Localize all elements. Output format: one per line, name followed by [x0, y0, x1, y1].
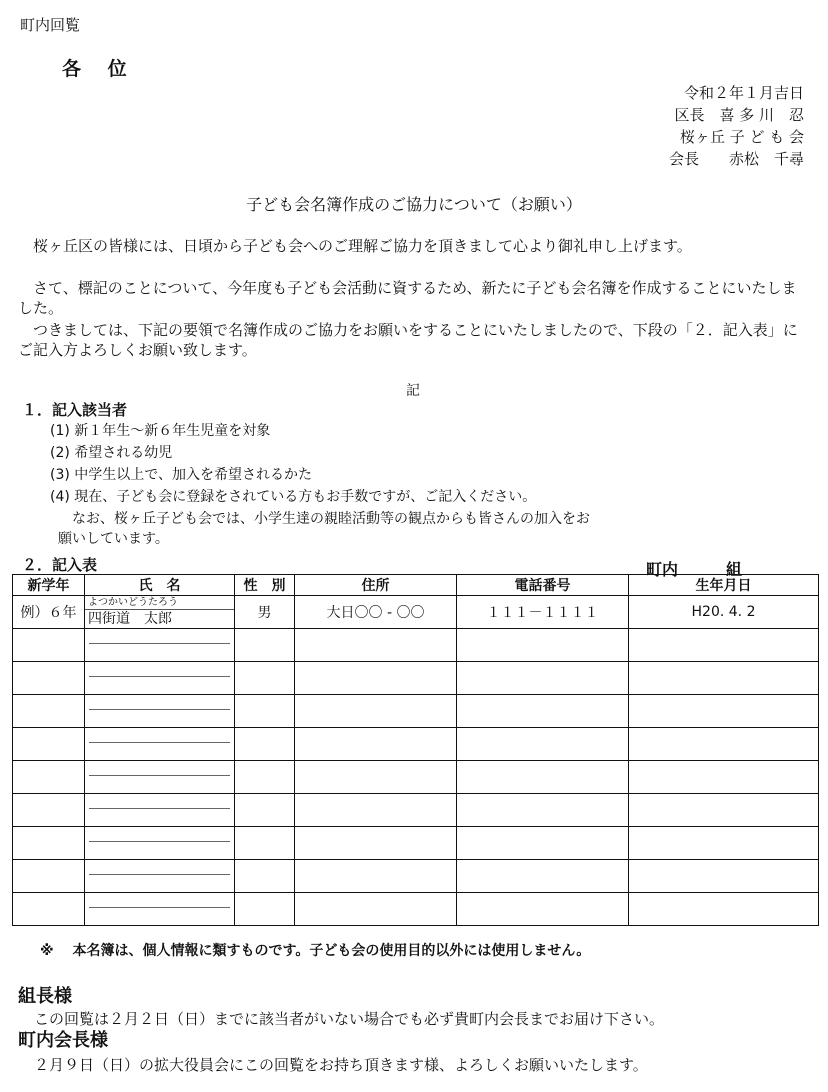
- example-gender: 男: [235, 596, 295, 629]
- sender-chairperson: 会長 赤松 千尋: [668, 150, 804, 168]
- chonaikaicho-instruction: ２月９日（日）の拡大役員会にこの回覧をお持ち頂きます様、よろしくお願いいたします。: [34, 1056, 648, 1074]
- example-birthdate: H20. 4. 2: [629, 596, 819, 629]
- birthdate-cell[interactable]: [629, 662, 819, 695]
- phone-cell[interactable]: [457, 629, 629, 662]
- eligibility-item-1: (1) 新１年生～新６年生児童を対象: [50, 423, 271, 439]
- grade-cell[interactable]: [13, 695, 85, 728]
- name-cell[interactable]: [85, 728, 235, 761]
- birthdate-cell[interactable]: [629, 629, 819, 662]
- address-cell[interactable]: [295, 761, 457, 794]
- name-cell[interactable]: [85, 761, 235, 794]
- grade-cell[interactable]: [13, 761, 85, 794]
- sender-ward-chief: 区長 喜 多 川 忍: [674, 106, 804, 124]
- kumicho-instruction: この回覧は２月２日（日）までに該当者がいない場合でも必ず貴町内会長までお届け下さい。: [34, 1010, 665, 1028]
- birthdate-cell[interactable]: [629, 761, 819, 794]
- grade-cell[interactable]: [13, 629, 85, 662]
- gender-cell[interactable]: [235, 662, 295, 695]
- phone-cell[interactable]: [457, 695, 629, 728]
- address-cell[interactable]: [295, 794, 457, 827]
- ki-marker: 記: [406, 383, 420, 399]
- registration-table: [12, 574, 819, 926]
- address-cell[interactable]: [295, 629, 457, 662]
- body-paragraph-2: さて、標記のことについて、今年度も子ども会活動に資するため、新たに子ども会名簿を作成することにいたしました。: [18, 279, 797, 317]
- circular-label: 町内回覧: [20, 16, 81, 34]
- address-cell[interactable]: [295, 728, 457, 761]
- address-cell[interactable]: [295, 662, 457, 695]
- privacy-note: ※ 本名簿は、個人情報に類すものです。子ども会の使用目的以外には使用しません。: [40, 943, 591, 959]
- example-name: 四街道 太郎: [88, 611, 172, 627]
- gender-cell[interactable]: [235, 761, 295, 794]
- example-row: [13, 596, 819, 629]
- membership-note-line-1: なお、桜ヶ丘子ども会では、小学生達の親睦活動等の観点からも皆さんの加入をお: [72, 511, 590, 527]
- birthdate-cell[interactable]: [629, 827, 819, 860]
- grade-cell[interactable]: [13, 860, 85, 893]
- table-row: [13, 761, 819, 794]
- kumicho-heading: 組長様: [18, 986, 72, 1007]
- gender-cell[interactable]: [235, 728, 295, 761]
- grade-cell[interactable]: [13, 827, 85, 860]
- header-name: 氏 名: [85, 575, 235, 596]
- phone-cell[interactable]: [457, 827, 629, 860]
- name-cell[interactable]: [85, 794, 235, 827]
- birthdate-cell[interactable]: [629, 794, 819, 827]
- eligibility-item-3: (3) 中学生以上で、加入を希望されるかた: [50, 467, 313, 483]
- grade-cell[interactable]: [13, 794, 85, 827]
- example-name-cell: [85, 596, 235, 629]
- table-row: [13, 629, 819, 662]
- birthdate-cell[interactable]: [629, 893, 819, 926]
- membership-note-line-2: 願いしています。: [58, 531, 169, 547]
- phone-cell[interactable]: [457, 794, 629, 827]
- birthdate-cell[interactable]: [629, 695, 819, 728]
- name-cell[interactable]: [85, 827, 235, 860]
- phone-cell[interactable]: [457, 761, 629, 794]
- grade-cell[interactable]: [13, 893, 85, 926]
- phone-cell[interactable]: [457, 662, 629, 695]
- gender-cell[interactable]: [235, 794, 295, 827]
- phone-cell[interactable]: [457, 860, 629, 893]
- header-birthdate: 生年月日: [629, 575, 819, 596]
- grade-cell[interactable]: [13, 728, 85, 761]
- example-address: 大日〇〇 - 〇〇: [295, 596, 457, 629]
- name-cell[interactable]: [85, 695, 235, 728]
- table-row: [13, 662, 819, 695]
- sender-association: 桜ヶ丘 子 ど も 会: [679, 128, 804, 146]
- table-row: [13, 794, 819, 827]
- table-row: [13, 827, 819, 860]
- name-cell[interactable]: [85, 893, 235, 926]
- birthdate-cell[interactable]: [629, 728, 819, 761]
- example-grade: 例）６年: [13, 596, 85, 629]
- table-row: [13, 893, 819, 926]
- phone-cell[interactable]: [457, 728, 629, 761]
- phone-cell[interactable]: [457, 893, 629, 926]
- example-phone: １１１－１１１１: [457, 596, 629, 629]
- table-row: [13, 695, 819, 728]
- name-cell[interactable]: [85, 629, 235, 662]
- body-paragraph-1: 桜ヶ丘区の皆様には、日頃から子ども会へのご理解ご協力を頂きまして心より御礼申し上げます。: [18, 237, 692, 255]
- section-1-heading: １．記入該当者: [22, 401, 128, 419]
- table-row: [13, 860, 819, 893]
- document-date: 令和２年１月吉日: [683, 84, 804, 102]
- grade-cell[interactable]: [13, 662, 85, 695]
- address-cell[interactable]: [295, 695, 457, 728]
- greeting: 各 位: [62, 58, 137, 80]
- gender-cell[interactable]: [235, 629, 295, 662]
- example-furigana: よつかいどうたろう: [85, 596, 234, 610]
- header-grade: 新学年: [13, 575, 85, 596]
- gender-cell[interactable]: [235, 893, 295, 926]
- body-paragraph-3: つきましては、下記の要領で名簿作成のご協力をお願いをすることにいたしましたので、下段の「２．記入表」にご記入方よろしくお願い致します。: [18, 321, 798, 359]
- chonaikaicho-heading: 町内会長様: [18, 1030, 108, 1051]
- header-phone: 電話番号: [457, 575, 629, 596]
- eligibility-item-4: (4) 現在、子ども会に登録をされている方もお手数ですが、ご記入ください。: [50, 489, 537, 505]
- table-row: [13, 728, 819, 761]
- gender-cell[interactable]: [235, 860, 295, 893]
- header-address: 住所: [295, 575, 457, 596]
- eligibility-item-2: (2) 希望される幼児: [50, 445, 173, 461]
- address-cell[interactable]: [295, 860, 457, 893]
- chonai-kumi-label: 町内 組: [646, 560, 743, 579]
- birthdate-cell[interactable]: [629, 860, 819, 893]
- name-cell[interactable]: [85, 860, 235, 893]
- table-header-row: [13, 575, 819, 596]
- document-title: 子ども会名簿作成のご協力について（お願い）: [246, 195, 582, 214]
- header-gender: 性 別: [235, 575, 295, 596]
- name-cell[interactable]: [85, 662, 235, 695]
- gender-cell[interactable]: [235, 695, 295, 728]
- gender-cell[interactable]: [235, 827, 295, 860]
- address-cell[interactable]: [295, 893, 457, 926]
- address-cell[interactable]: [295, 827, 457, 860]
- section-2-heading: ２．記入表: [22, 556, 98, 574]
